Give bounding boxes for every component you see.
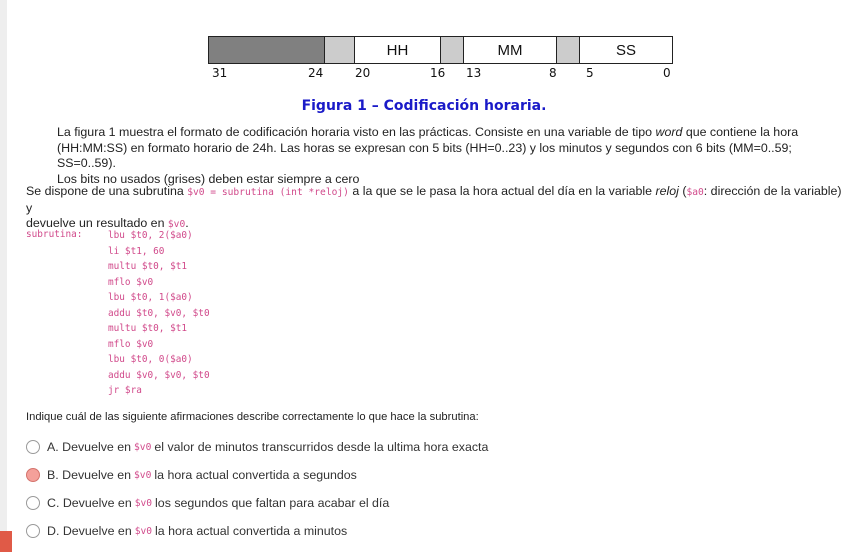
option-prefix: A. Devuelve en (47, 440, 132, 454)
option-code: $v0 (134, 441, 152, 453)
subroutine-signature: $v0 = subrutina (int *reloj) (187, 187, 349, 198)
unused-bits-ss (556, 36, 580, 64)
bit-layout-diagram (208, 36, 673, 64)
format-description (57, 125, 848, 187)
mm-label: MM (497, 42, 523, 59)
description-text: La figura 1 muestra el formato de codificación horaria visto en las prácticas. Consiste en una variable de tipo (57, 125, 656, 139)
option-code: $v0 (134, 525, 153, 537)
bit-tick: 8 (549, 66, 557, 80)
radio-button[interactable] (26, 496, 40, 510)
option-text: los segundos que faltan para acabar el día (155, 496, 390, 510)
unused-bits-mm (440, 36, 464, 64)
intro-text: . (185, 216, 189, 231)
radio-button[interactable] (26, 440, 40, 454)
option-c[interactable] (26, 494, 389, 512)
code-line: addu $t0, $v0, $t0 (108, 307, 210, 319)
code-line: lbu $t0, 0($a0) (108, 354, 193, 365)
option-a[interactable] (26, 438, 488, 456)
code-a0: $a0 (686, 187, 704, 198)
intro-text: ( (678, 184, 687, 198)
option-code: $v0 (134, 469, 152, 481)
mm-field (463, 36, 557, 64)
intro-text: Se dispone de una subrutina (26, 184, 188, 198)
option-b[interactable] (26, 466, 357, 484)
reloj-emphasis: reloj (655, 184, 679, 198)
description-emphasis: word (655, 125, 683, 139)
code-v0: $v0 (167, 219, 186, 231)
description-line: (HH:MM:SS) en formato horario de 24h. Las horas se expresan con 5 bits (HH=0..23) y los minutos y segundos con 6 bits (MM=0..59; SS=0..59). (57, 140, 792, 171)
bit-tick: 31 (212, 66, 228, 80)
option-text: la hora actual convertida a minutos (155, 524, 348, 538)
code-line: addu $v0, $v0, $t0 (108, 369, 210, 381)
left-border (0, 0, 7, 552)
ss-label: SS (615, 42, 636, 59)
subroutine-intro (26, 184, 848, 233)
intro-line (26, 184, 848, 216)
bit-tick: 0 (663, 66, 671, 80)
description-text: que contiene la hora (682, 125, 799, 139)
ss-field (579, 36, 673, 64)
option-code: $v0 (134, 497, 153, 509)
code-line: lbu $t0, 2($a0) (108, 230, 193, 241)
code-line: lbu $t0, 1($a0) (108, 292, 193, 303)
code-line: multu $t0, $t1 (108, 323, 188, 334)
description-line (57, 125, 848, 141)
radio-button[interactable] (26, 524, 40, 538)
intro-text: : dirección de la variable) y (26, 184, 842, 215)
bit-tick: 5 (586, 66, 594, 80)
bit-tick: 20 (355, 66, 371, 80)
option-text: el valor de minutos transcurridos desde la ultima hora exacta (154, 440, 489, 454)
intro-text: devuelve un resultado en (26, 216, 168, 231)
unused-bits-hh (324, 36, 355, 64)
question-text: Indique cuál de las siguiente afirmaciones describe correctamente lo que hace la subrutina: (26, 411, 479, 423)
code-line: jr $ra (108, 385, 142, 396)
option-prefix: B. Devuelve en (47, 468, 132, 482)
option-text: la hora actual convertida a segundos (154, 468, 357, 482)
intro-text: a la que se le pasa la hora actual del día en la variable (348, 184, 656, 198)
option-prefix: D. Devuelve en (47, 524, 132, 538)
corner-badge (0, 531, 12, 552)
code-line: multu $t0, $t1 (108, 261, 188, 272)
description-line: Los bits no usados (grises) deben estar siempre a cero (57, 171, 360, 186)
code-line: mflo $v0 (108, 338, 154, 350)
code-line: li $t1, 60 (108, 245, 165, 257)
radio-button-selected[interactable] (26, 468, 40, 482)
code-line: mflo $v0 (108, 276, 154, 288)
option-d[interactable] (26, 522, 347, 540)
bit-tick: 16 (430, 66, 446, 80)
hh-label: HH (386, 42, 409, 59)
figure-caption: Figura 1 – Codificación horaria. (301, 98, 547, 114)
unused-bits-high (208, 36, 325, 64)
code-label: subrutina: (26, 229, 83, 240)
code-listing (108, 228, 210, 399)
bit-tick: 13 (466, 66, 482, 80)
bit-tick: 24 (308, 66, 324, 80)
hh-field (354, 36, 441, 64)
option-prefix: C. Devuelve en (47, 496, 132, 510)
